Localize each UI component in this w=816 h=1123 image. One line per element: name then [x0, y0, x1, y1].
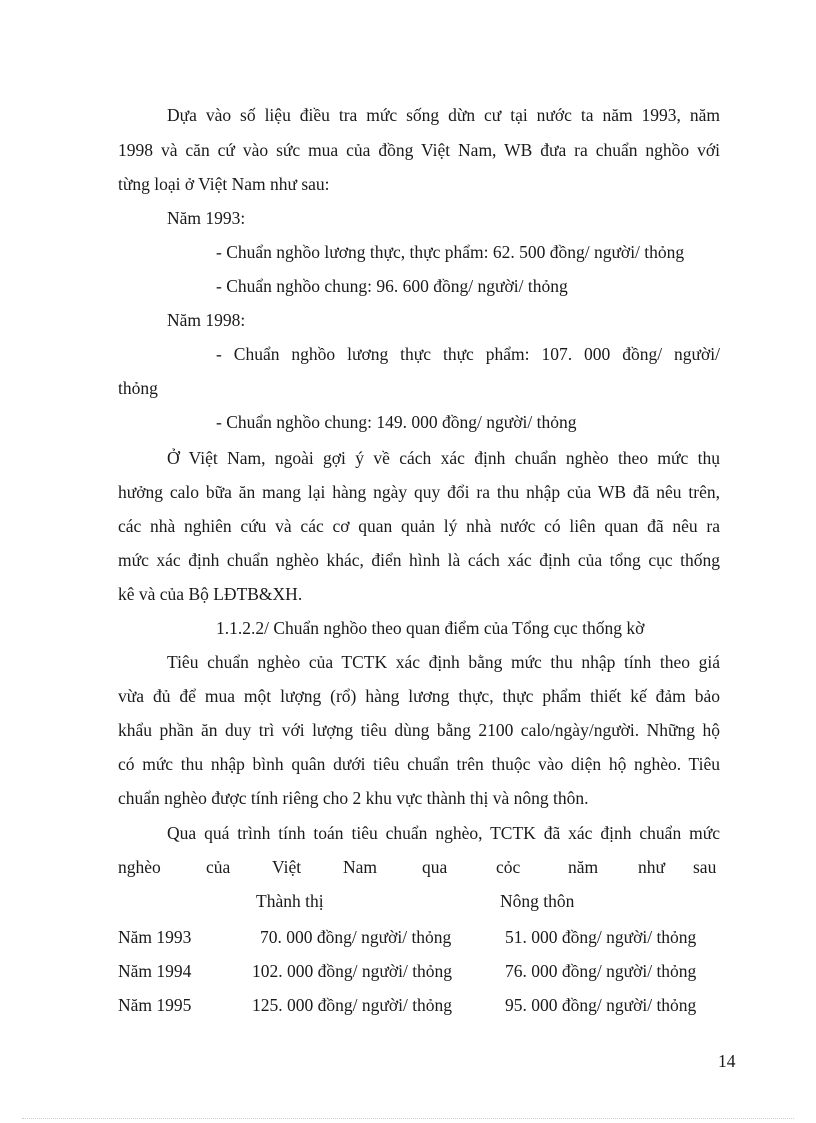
paragraph-line: Dựa vào số liệu điều tra mức sống dừn cư tại nước ta năm 1993, năm	[167, 105, 720, 125]
section-heading: 1.1.2.2/ Chuẩn nghồo theo quan điểm của Tổng cục thống kờ	[216, 618, 645, 638]
paragraph-line: từng loại ở Việt Nam như sau:	[118, 174, 330, 194]
cell-urban: 125. 000 đồng/ người/ thỏng	[252, 995, 453, 1015]
paragraph-line: 1998 và căn cứ vào sức mua của đồng Việt Nam, WB đưa ra chuẩn nghồo với	[118, 140, 720, 160]
paragraph-line: hưởng calo bữa ăn mang lại hàng ngày quy đổi ra thu nhập của WB đã nêu trên,	[118, 482, 720, 502]
row-year: Năm 1995	[118, 995, 192, 1015]
cell-rural: 51. 000 đồng/ người/ thỏng	[505, 927, 697, 947]
paragraph-line: Ở Việt Nam, ngoài gợi ý về cách xác định chuẩn nghèo theo mức thụ	[167, 448, 720, 468]
paragraph-line: vừa đủ để mua một lượng (rổ) hàng lương thực, thực phẩm thiết kế đảm bảo	[118, 686, 720, 706]
paragraph-line: kê và của Bộ LĐTB&XH.	[118, 584, 303, 604]
paragraph-line: các nhà nghiên cứu và các cơ quan quản lý nhà nước có liên quan đã nêu ra	[118, 516, 720, 536]
cell-rural: 95. 000 đồng/ người/ thỏng	[505, 995, 697, 1015]
spread-word: Việt	[272, 857, 302, 877]
footer-divider	[22, 1118, 794, 1119]
row-year: Năm 1994	[118, 961, 192, 981]
paragraph-line: khẩu phần ăn duy trì với lượng tiêu dùng bằng 2100 calo/ngày/người. Những hộ	[118, 720, 720, 740]
spread-word: qua	[422, 857, 448, 877]
year-heading: Năm 1993:	[167, 208, 246, 228]
spread-word: sau	[693, 857, 717, 877]
spread-word: năm	[568, 857, 599, 877]
list-item: - Chuẩn nghồo lương thực thực phẩm: 107. 000 đồng/ người/	[216, 344, 720, 364]
paragraph-line: Qua quá trình tính toán tiêu chuẩn nghèo, TCTK đã xác định chuẩn mức	[167, 823, 720, 843]
list-item: - Chuẩn nghồo chung: 96. 600 đồng/ người/ thỏng	[216, 276, 568, 296]
paragraph-line: mức xác định chuẩn nghèo khác, điển hình là cách xác định của tổng cục thống	[118, 550, 720, 570]
spread-word: của	[206, 857, 231, 877]
year-heading: Năm 1998:	[167, 310, 246, 330]
spread-word: như	[638, 857, 665, 877]
paragraph-line: chuẩn nghèo được tính riêng cho 2 khu vực thành thị và nông thôn.	[118, 788, 589, 808]
page-number: 14	[718, 1051, 736, 1071]
spread-word: Nam	[343, 857, 378, 877]
list-item: - Chuẩn nghồo lương thực, thực phẩm: 62. 500 đồng/ người/ thỏng	[216, 242, 685, 262]
spread-word: cỏc	[496, 857, 521, 877]
cell-urban: 70. 000 đồng/ người/ thỏng	[260, 927, 452, 947]
paragraph-line: có mức thu nhập bình quân dưới tiêu chuẩn trên thuộc vào diện hộ nghèo. Tiêu	[118, 754, 720, 774]
cell-rural: 76. 000 đồng/ người/ thỏng	[505, 961, 697, 981]
list-item: - Chuẩn nghồo chung: 149. 000 đồng/ người/ thỏng	[216, 412, 577, 432]
list-item-continuation: thỏng	[118, 378, 158, 398]
spread-word: nghèo	[118, 857, 161, 877]
column-header-rural: Nông thôn	[500, 891, 575, 911]
column-header-urban: Thành thị	[256, 891, 324, 911]
row-year: Năm 1993	[118, 927, 192, 947]
paragraph-line: Tiêu chuẩn nghèo của TCTK xác định bằng mức thu nhập tính theo giá	[167, 652, 720, 672]
cell-urban: 102. 000 đồng/ người/ thỏng	[252, 961, 453, 981]
